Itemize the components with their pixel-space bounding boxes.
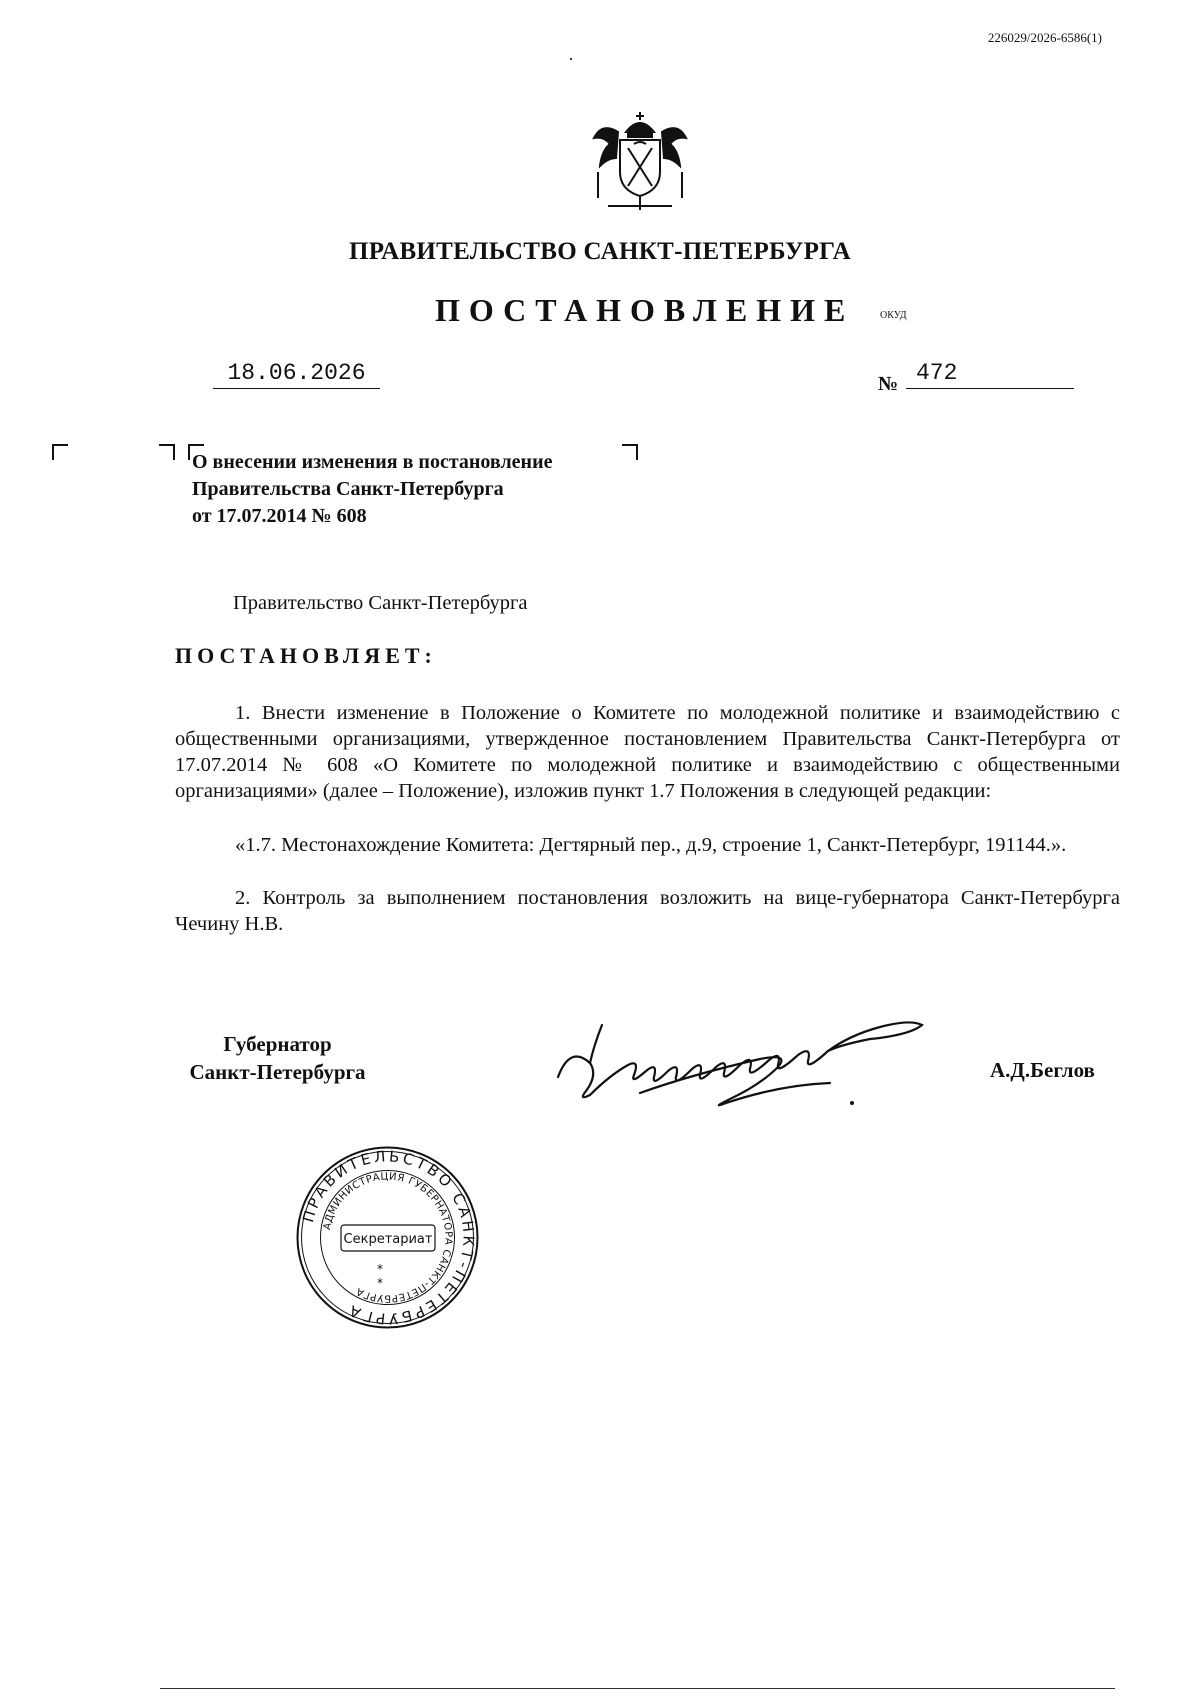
corner-mark: [159, 444, 175, 460]
svg-text:АДМИНИСТРАЦИЯ ГУБЕРНАТОРА САНК: АДМИНИСТРАЦИЯ ГУБЕРНАТОРА САНКТ-ПЕТЕРБУРГА: [321, 1171, 454, 1304]
number-sign: №: [878, 373, 899, 395]
subject-line-2: Правительства Санкт-Петербурга: [192, 478, 504, 500]
handwritten-signature: [550, 1005, 970, 1115]
svg-text:ПРАВИТЕЛЬСТВО САНКТ-ПЕТЕРБУРГА: ПРАВИТЕЛЬСТВО САНКТ-ПЕТЕРБУРГА: [299, 1147, 478, 1328]
decrees-heading: ПОСТАНОВЛЯЕТ:: [175, 643, 437, 668]
paragraph-item-2: 2. Контроль за выполнением постановления возложить на вице-губернатора Санкт-Петербурга Чечину Н.В.: [175, 887, 1120, 935]
subject-line-3: от 17.07.2014 № 608: [192, 505, 367, 527]
document-type: ПОСТАНОВЛЕНИЕ: [435, 292, 855, 328]
corner-mark: [52, 444, 68, 460]
subject-line-1: О внесении изменения в постановление: [192, 451, 553, 473]
svg-text:*: *: [377, 1262, 383, 1276]
stamp-center-text: Секретариат: [343, 1232, 433, 1247]
government-title: ПРАВИТЕЛЬСТВО САНКТ-ПЕТЕРБУРГА: [348, 238, 852, 265]
okud-label: ОКУД: [880, 310, 907, 321]
paragraph-item-1: 1. Внести изменение в Положение о Комитете по молодежной политике и взаимодействию с общественными организациями, утвержденное постановлением Правительства Санкт-Петербурга от 17.07.2014 № 608 «О Комитете по молодежной политике и взаимодействию с общественными организациями» (далее – Положение), изложив пункт 1.7 Положения в следующей редакции:: [175, 702, 1120, 802]
spb-coat-of-arms-icon: [588, 110, 692, 214]
document-number: 472: [906, 360, 1074, 389]
signatory-name: А.Д.Беглов: [990, 1058, 1095, 1082]
issuer-line: Правительство Санкт-Петербурга: [233, 592, 528, 614]
registration-number: 226029/2026-6586(1): [987, 30, 1102, 45]
paragraph-item-1-quote: «1.7. Местонахождение Комитета: Дегтярный пер., д.9, строение 1, Санкт-Петербург, 191144.».: [235, 834, 1067, 856]
position-line-2: Санкт-Петербурга: [189, 1060, 366, 1084]
position-line-1: Губернатор: [223, 1032, 332, 1056]
official-stamp: [295, 1145, 480, 1330]
svg-text:*: *: [377, 1276, 383, 1290]
signatory-position: [175, 1030, 380, 1086]
document-subject: [192, 449, 652, 530]
document-date: 18.06.2026: [213, 360, 380, 389]
scan-dot: [570, 58, 572, 60]
bottom-rule: [160, 1688, 1115, 1689]
